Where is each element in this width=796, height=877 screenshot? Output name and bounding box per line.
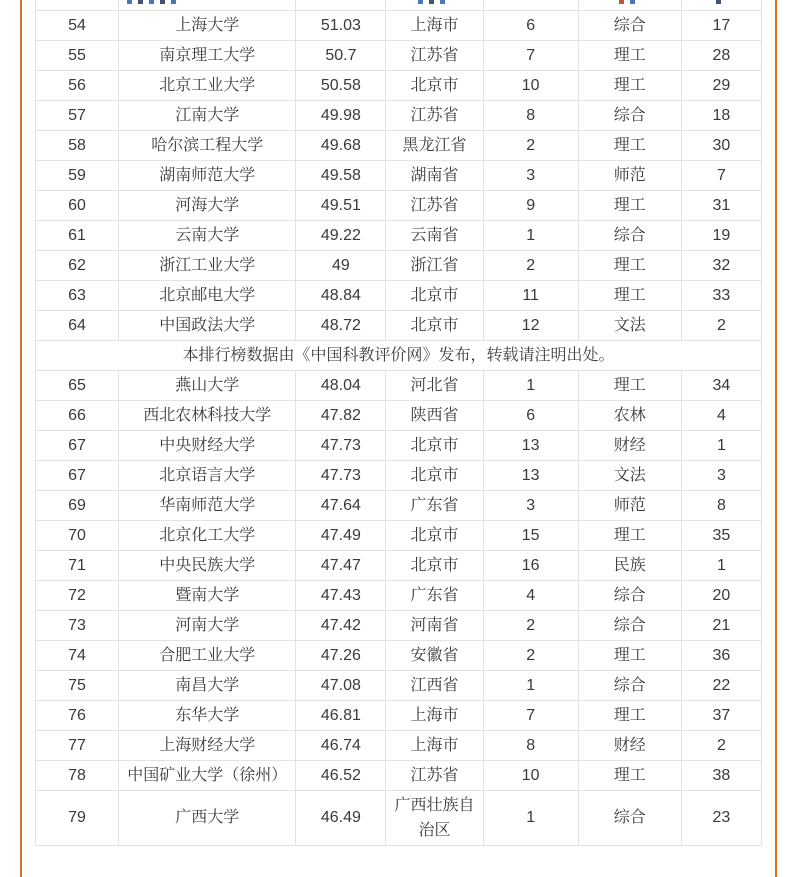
rank-cell: 66 — [36, 400, 119, 430]
university-name-cell: 河南大学 — [119, 610, 296, 640]
province-cell: 云南省 — [386, 220, 483, 250]
score-cell: 47.08 — [296, 670, 386, 700]
university-name-cell: 湖南师范大学 — [119, 160, 296, 190]
province-cell: 北京市 — [386, 460, 483, 490]
university-name-cell: 南京理工大学 — [119, 40, 296, 70]
score-cell: 47.49 — [296, 520, 386, 550]
rank-cell: 76 — [36, 700, 119, 730]
table-row — [36, 640, 762, 670]
university-name-cell: 北京语言大学 — [119, 460, 296, 490]
table-row — [36, 670, 762, 700]
university-name-cell: 哈尔滨工程大学 — [119, 130, 296, 160]
clipped-cell — [681, 0, 761, 10]
type-rank-cell: 1 — [681, 550, 761, 580]
type-cell: 综合 — [578, 790, 681, 845]
province-cell: 广东省 — [386, 580, 483, 610]
province-rank-cell: 7 — [483, 40, 578, 70]
province-cell: 北京市 — [386, 430, 483, 460]
province-rank-cell: 16 — [483, 550, 578, 580]
university-name-cell: 上海财经大学 — [119, 730, 296, 760]
rank-cell: 67 — [36, 430, 119, 460]
type-cell: 财经 — [578, 430, 681, 460]
table-row — [36, 400, 762, 430]
text-fragments — [716, 0, 727, 4]
province-rank-cell: 6 — [483, 400, 578, 430]
score-cell: 47.43 — [296, 580, 386, 610]
table-row — [36, 550, 762, 580]
score-cell: 47.73 — [296, 460, 386, 490]
province-rank-cell: 8 — [483, 730, 578, 760]
province-cell: 北京市 — [386, 70, 483, 100]
type-cell: 理工 — [578, 250, 681, 280]
university-name-cell: 东华大学 — [119, 700, 296, 730]
province-cell: 广西壮族自治区 — [386, 790, 483, 845]
province-rank-cell: 1 — [483, 370, 578, 400]
university-name-cell: 南昌大学 — [119, 670, 296, 700]
table-row — [36, 10, 762, 40]
province-cell: 江苏省 — [386, 40, 483, 70]
type-rank-cell: 21 — [681, 610, 761, 640]
type-rank-cell: 36 — [681, 640, 761, 670]
table-row — [36, 100, 762, 130]
type-cell: 综合 — [578, 100, 681, 130]
rank-cell: 70 — [36, 520, 119, 550]
province-cell: 陕西省 — [386, 400, 483, 430]
province-cell: 广东省 — [386, 490, 483, 520]
type-cell: 文法 — [578, 460, 681, 490]
province-rank-cell: 2 — [483, 610, 578, 640]
province-rank-cell: 6 — [483, 10, 578, 40]
score-cell: 46.81 — [296, 700, 386, 730]
university-ranking-table — [35, 0, 762, 846]
province-rank-cell: 2 — [483, 640, 578, 670]
type-cell: 民族 — [578, 550, 681, 580]
type-cell: 财经 — [578, 730, 681, 760]
text-fragments — [619, 0, 641, 4]
table-row — [36, 760, 762, 790]
rank-cell: 74 — [36, 640, 119, 670]
province-cell: 上海市 — [386, 730, 483, 760]
province-cell: 河南省 — [386, 610, 483, 640]
type-rank-cell: 30 — [681, 130, 761, 160]
university-name-cell: 江南大学 — [119, 100, 296, 130]
type-rank-cell: 1 — [681, 430, 761, 460]
score-cell: 46.74 — [296, 730, 386, 760]
province-cell: 北京市 — [386, 280, 483, 310]
province-rank-cell: 2 — [483, 130, 578, 160]
university-name-cell: 中国矿业大学（徐州） — [119, 760, 296, 790]
type-rank-cell: 18 — [681, 100, 761, 130]
table-row — [36, 280, 762, 310]
type-rank-cell: 29 — [681, 70, 761, 100]
score-cell: 49.51 — [296, 190, 386, 220]
text-fragments — [127, 0, 182, 4]
score-cell: 47.82 — [296, 400, 386, 430]
university-name-cell: 浙江工业大学 — [119, 250, 296, 280]
province-cell: 江苏省 — [386, 190, 483, 220]
province-cell: 江苏省 — [386, 100, 483, 130]
type-cell: 综合 — [578, 610, 681, 640]
province-cell: 黑龙江省 — [386, 130, 483, 160]
rank-cell: 60 — [36, 190, 119, 220]
table-row — [36, 250, 762, 280]
rank-cell: 67 — [36, 460, 119, 490]
type-rank-cell: 3 — [681, 460, 761, 490]
clipped-cell — [386, 0, 483, 10]
province-cell: 安徽省 — [386, 640, 483, 670]
rank-cell: 77 — [36, 730, 119, 760]
type-rank-cell: 38 — [681, 760, 761, 790]
province-rank-cell: 3 — [483, 490, 578, 520]
rank-cell: 78 — [36, 760, 119, 790]
type-cell: 理工 — [578, 280, 681, 310]
province-rank-cell: 12 — [483, 310, 578, 340]
rank-cell: 55 — [36, 40, 119, 70]
table-row — [36, 700, 762, 730]
table-row — [36, 70, 762, 100]
province-rank-cell: 13 — [483, 460, 578, 490]
university-name-cell: 中国政法大学 — [119, 310, 296, 340]
type-cell: 综合 — [578, 220, 681, 250]
clipped-row-top — [36, 0, 762, 10]
type-rank-cell: 2 — [681, 310, 761, 340]
rank-cell: 63 — [36, 280, 119, 310]
university-name-cell: 暨南大学 — [119, 580, 296, 610]
university-name-cell: 河海大学 — [119, 190, 296, 220]
type-cell: 文法 — [578, 310, 681, 340]
score-cell: 49.98 — [296, 100, 386, 130]
province-cell: 北京市 — [386, 520, 483, 550]
university-name-cell: 北京邮电大学 — [119, 280, 296, 310]
type-cell: 理工 — [578, 70, 681, 100]
type-cell: 理工 — [578, 640, 681, 670]
type-rank-cell: 17 — [681, 10, 761, 40]
province-cell: 浙江省 — [386, 250, 483, 280]
table-row — [36, 220, 762, 250]
province-rank-cell: 11 — [483, 280, 578, 310]
table-row — [36, 190, 762, 220]
rank-cell: 54 — [36, 10, 119, 40]
type-cell: 理工 — [578, 700, 681, 730]
university-name-cell: 云南大学 — [119, 220, 296, 250]
type-cell: 理工 — [578, 520, 681, 550]
score-cell: 49.22 — [296, 220, 386, 250]
type-rank-cell: 33 — [681, 280, 761, 310]
score-cell: 47.42 — [296, 610, 386, 640]
score-cell: 50.58 — [296, 70, 386, 100]
province-rank-cell: 15 — [483, 520, 578, 550]
type-cell: 理工 — [578, 190, 681, 220]
table-row — [36, 310, 762, 340]
university-name-cell: 北京工业大学 — [119, 70, 296, 100]
type-rank-cell: 37 — [681, 700, 761, 730]
clipped-cell — [36, 0, 119, 10]
rank-cell: 71 — [36, 550, 119, 580]
table-row — [36, 130, 762, 160]
article-content-frame — [20, 0, 777, 877]
province-rank-cell: 7 — [483, 700, 578, 730]
rank-cell: 73 — [36, 610, 119, 640]
university-name-cell: 上海大学 — [119, 10, 296, 40]
university-name-cell: 华南师范大学 — [119, 490, 296, 520]
table-row — [36, 370, 762, 400]
university-name-cell: 燕山大学 — [119, 370, 296, 400]
type-cell: 理工 — [578, 760, 681, 790]
province-rank-cell: 10 — [483, 760, 578, 790]
rank-cell: 72 — [36, 580, 119, 610]
table-row — [36, 430, 762, 460]
type-rank-cell: 31 — [681, 190, 761, 220]
table-row — [36, 40, 762, 70]
university-name-cell: 中央民族大学 — [119, 550, 296, 580]
rank-cell: 62 — [36, 250, 119, 280]
clipped-cell — [483, 0, 578, 10]
type-rank-cell: 28 — [681, 40, 761, 70]
province-cell: 河北省 — [386, 370, 483, 400]
province-cell: 北京市 — [386, 310, 483, 340]
type-cell: 综合 — [578, 580, 681, 610]
type-rank-cell: 23 — [681, 790, 761, 845]
score-cell: 47.47 — [296, 550, 386, 580]
type-cell: 农林 — [578, 400, 681, 430]
type-rank-cell: 8 — [681, 490, 761, 520]
type-cell: 理工 — [578, 130, 681, 160]
type-cell: 理工 — [578, 40, 681, 70]
score-cell: 47.64 — [296, 490, 386, 520]
university-name-cell: 西北农林科技大学 — [119, 400, 296, 430]
score-cell: 48.04 — [296, 370, 386, 400]
score-cell: 50.7 — [296, 40, 386, 70]
ranking-table-body — [36, 0, 762, 845]
province-rank-cell: 9 — [483, 190, 578, 220]
province-rank-cell: 13 — [483, 430, 578, 460]
type-rank-cell: 20 — [681, 580, 761, 610]
type-rank-cell: 19 — [681, 220, 761, 250]
province-rank-cell: 3 — [483, 160, 578, 190]
table-row — [36, 460, 762, 490]
rank-cell: 57 — [36, 100, 119, 130]
type-cell: 师范 — [578, 160, 681, 190]
clipped-cell — [296, 0, 386, 10]
table-row — [36, 610, 762, 640]
score-cell: 49 — [296, 250, 386, 280]
rank-cell: 65 — [36, 370, 119, 400]
province-cell: 江苏省 — [386, 760, 483, 790]
type-rank-cell: 35 — [681, 520, 761, 550]
province-rank-cell: 1 — [483, 790, 578, 845]
rank-cell: 75 — [36, 670, 119, 700]
rank-cell: 79 — [36, 790, 119, 845]
table-row — [36, 490, 762, 520]
score-cell: 48.72 — [296, 310, 386, 340]
rank-cell: 58 — [36, 130, 119, 160]
rank-cell: 61 — [36, 220, 119, 250]
score-cell: 51.03 — [296, 10, 386, 40]
table-row — [36, 580, 762, 610]
score-cell: 49.68 — [296, 130, 386, 160]
type-rank-cell: 34 — [681, 370, 761, 400]
province-rank-cell: 8 — [483, 100, 578, 130]
score-cell: 46.49 — [296, 790, 386, 845]
type-rank-cell: 2 — [681, 730, 761, 760]
province-cell: 上海市 — [386, 700, 483, 730]
province-rank-cell: 2 — [483, 250, 578, 280]
province-rank-cell: 10 — [483, 70, 578, 100]
province-rank-cell: 1 — [483, 670, 578, 700]
score-cell: 48.84 — [296, 280, 386, 310]
note-text: 本排行榜数据由《中国科教评价网》发布，转载请注明出处。 — [36, 340, 762, 370]
type-cell: 综合 — [578, 10, 681, 40]
province-cell: 上海市 — [386, 10, 483, 40]
table-row — [36, 790, 762, 845]
rank-cell: 69 — [36, 490, 119, 520]
province-rank-cell: 1 — [483, 220, 578, 250]
type-rank-cell: 22 — [681, 670, 761, 700]
university-name-cell: 合肥工业大学 — [119, 640, 296, 670]
clipped-cell — [578, 0, 681, 10]
table-row — [36, 730, 762, 760]
university-name-cell: 中央财经大学 — [119, 430, 296, 460]
rank-cell: 59 — [36, 160, 119, 190]
score-cell: 47.73 — [296, 430, 386, 460]
table-row — [36, 520, 762, 550]
clipped-cell — [119, 0, 296, 10]
rank-cell: 56 — [36, 70, 119, 100]
province-cell: 北京市 — [386, 550, 483, 580]
score-cell: 47.26 — [296, 640, 386, 670]
university-name-cell: 广西大学 — [119, 790, 296, 845]
score-cell: 49.58 — [296, 160, 386, 190]
type-cell: 师范 — [578, 490, 681, 520]
table-row — [36, 160, 762, 190]
type-cell: 理工 — [578, 370, 681, 400]
university-name-cell: 北京化工大学 — [119, 520, 296, 550]
text-fragments — [418, 0, 451, 4]
province-rank-cell: 4 — [483, 580, 578, 610]
score-cell: 46.52 — [296, 760, 386, 790]
type-rank-cell: 32 — [681, 250, 761, 280]
note-row — [36, 340, 762, 370]
province-cell: 湖南省 — [386, 160, 483, 190]
type-rank-cell: 7 — [681, 160, 761, 190]
type-rank-cell: 4 — [681, 400, 761, 430]
rank-cell: 64 — [36, 310, 119, 340]
type-cell: 综合 — [578, 670, 681, 700]
province-cell: 江西省 — [386, 670, 483, 700]
